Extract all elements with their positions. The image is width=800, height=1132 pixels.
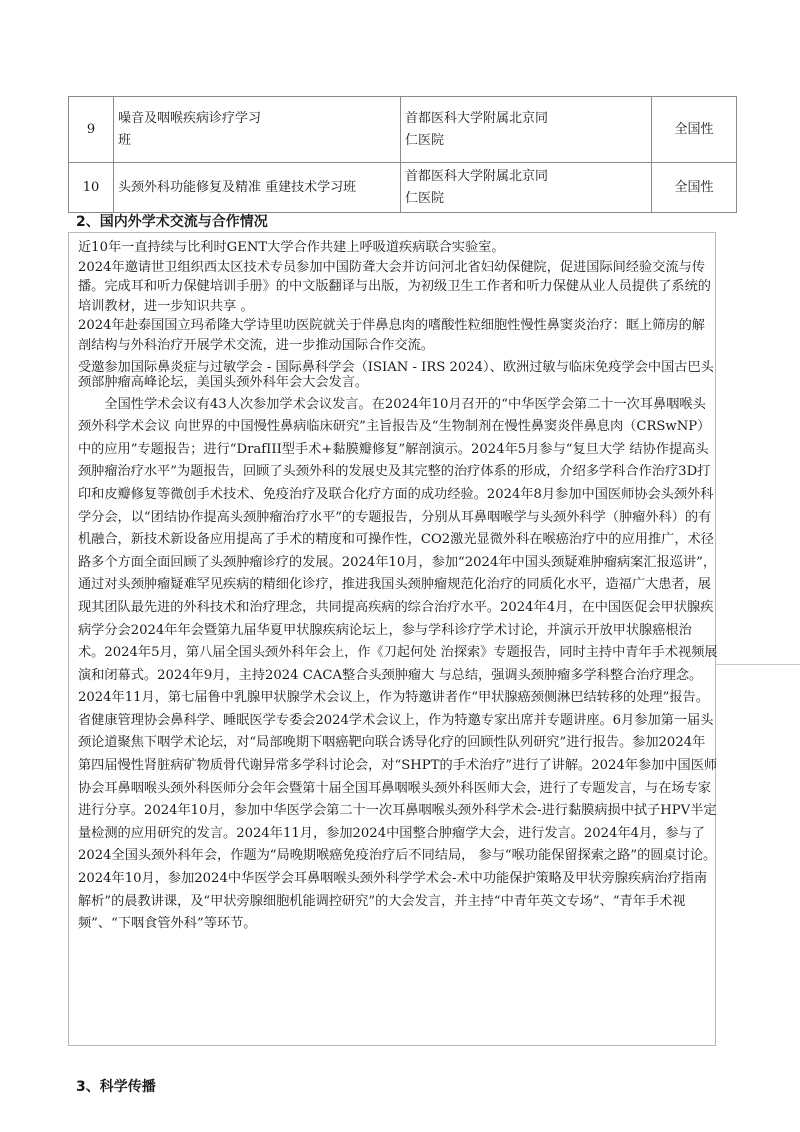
host-organization: 首都医科大学附属北京同 仁医院 xyxy=(401,97,652,163)
paragraph-national-conferences: 全国性学术会议有43人次参加学术会议发言。在2024年10月召开的“中华医学会第二十一次耳鼻咽喉头颈外科学术会议 向世界的中国慢性鼻病临床研究”主旨报告及“生物制剂在慢性鼻窦炎伴鼻息肉（CRSwNP）中的应用”专题报告；进行“DrafIII型手术+黏膜瓣修复”解剖演示。2024年5月参与“复旦大学 结协作提高头颈肿瘤治疗水平”为题报告，回顾了头颈外科的发展史及其完整的治疗体系的形成，介绍多学科合作治疗3D打印和皮瓣修复等微创手术技术、免疫治疗及联合化疗方面的成功经验。2024年8月参加中国医师协会头颈外科学分会，以“团结协作提高头颈肿瘤治疗水平”的专题报告，分别从耳鼻咽喉学与头颈外科学（肿瘤外科）的有机融合，新技术新设备应用提高了手术的精度和可操作性，CO2激光显微外科在喉癌治疗中的应用推广，术径路多个方面全面回顾了头颈肿瘤诊疗的发展。2024年10月，参加“2024年中国头颈疑难肿瘤病案汇报巡讲”，通过对头颈肿瘤疑难罕见疾病的精细化诊疗，推进我国头颈肿瘤规范化治疗的同质化水平，造福广大患者，展现其团队最先进的外科技术和治疗理念，共同提高疾病的综合治疗水平。2024年4月，在中国医促会甲状腺疾病学分会2024年年会暨第九届华夏甲状腺疾病论坛上，参与学科诊疗学术讨论，并演示开放甲状腺癌根治术。2024年5月，第八届全国头颈外科年会上，作《刀起何处 治探索》专题报告，同时主持中青年手术视频展演和闭幕式。2024年9月，主持2024 CACA整合头颈肿瘤大 与总结，强调头颈肿瘤多学科整合治疗理念。2024年11月，第七届鲁中乳腺甲状腺学术会议上，作为特邀讲者作“甲状腺癌颈侧淋巴结转移的处理”报告。 省健康管理协会鼻科学、睡眠医学专委会2024学术会议上，作为特邀专家出席并专题讲座。6月参加第一届头颈论道聚焦下咽学术论坛，对“局部晚期下咽癌靶向联合诱导化疗的回顾性队列研究”进行报告。参加2024年第四届慢性肾脏病矿物质骨代谢异常多学科讨论会，对“SHPT的手术治疗”进行了讲解。2024年参加中国医师协会耳鼻咽喉头颈外科医师分会年会暨第十届全国耳鼻咽喉头颈外科医师大会，进行了专题发言，与在场专家进行分享。2024年10月，参加中华医学会第二十一次耳鼻咽喉头颈外科学术会-进行黏膜病损中拭子HPV半定量检测的应用研究的发言。2024年11月，参加2024中国整合肿瘤学大会，进行发言。2024年4月，参与了2024全国头颈外科年会，作题为“局晚期喉癌免疫治疗后不同结局， 参与“喉功能保留探索之路”的圆桌讨论。 2024年10月，参加2024中华医学会耳鼻咽喉头颈外科学学术会-术中功能保护策略及甲状旁腺疾病治疗指南解析”的晨教讲课，及“甲状旁腺细胞机能调控研究”的大会发言，并主持“中青年英文专场”、“青年手术视频”、“下咽食管外科”等环节。 xyxy=(78,396,718,932)
section-heading-exchange: 2、国内外学术交流与合作情况 xyxy=(76,214,268,230)
training-course-table xyxy=(68,96,737,213)
section-heading-science-communication: 3、科学传播 xyxy=(76,1079,156,1095)
margin-rule xyxy=(716,664,800,665)
row-number: 9 xyxy=(69,97,114,163)
paragraph-thailand: 2024年赴泰国国立玛希隆大学诗里叻医院就关于伴鼻息肉的嗜酸性粒细胞性慢性鼻窦炎治疗：眶上筛房的解剖结构与外科治疗开展学术交流，进一步推动国际合作交流。 xyxy=(78,318,705,353)
course-scope: 全国性 xyxy=(652,163,737,213)
host-organization: 首都医科大学附属北京同 仁医院 xyxy=(401,163,652,213)
row-number: 10 xyxy=(69,163,114,213)
paragraph-gent: 近10年一直持续与比利时GENT大学合作共建上呼吸道疾病联合实验室。 xyxy=(78,240,505,255)
course-scope: 全国性 xyxy=(652,97,737,163)
course-name: 噪音及咽喉疾病诊疗学习 班 xyxy=(114,97,401,163)
exchange-content xyxy=(78,238,718,936)
table-row xyxy=(69,163,737,213)
paragraph-international-conferences: 受邀参加国际鼻炎症与过敏学会 - 国际鼻科学会（ISIAN - IRS 2024）、欧洲过敏与临床免疫学会中国古巴头颈部肿瘤高峰论坛，美国头颈外科年会大会发言。 xyxy=(78,359,714,390)
table-row xyxy=(69,97,737,163)
paragraph-who: 2024年邀请世卫组织西太区技术专员参加中国防聋大会并访问河北省妇幼保健院，促进国际间经验交流与传播。完成耳和听力保健培训手册》的中文版翻译与出版，为初级卫生工作者和听力保健从业人员提供了系统的培训教材，进一步知识共享 。 xyxy=(78,259,711,314)
course-name: 头颈外科功能修复及精准 重建技术学习班 xyxy=(114,163,401,213)
